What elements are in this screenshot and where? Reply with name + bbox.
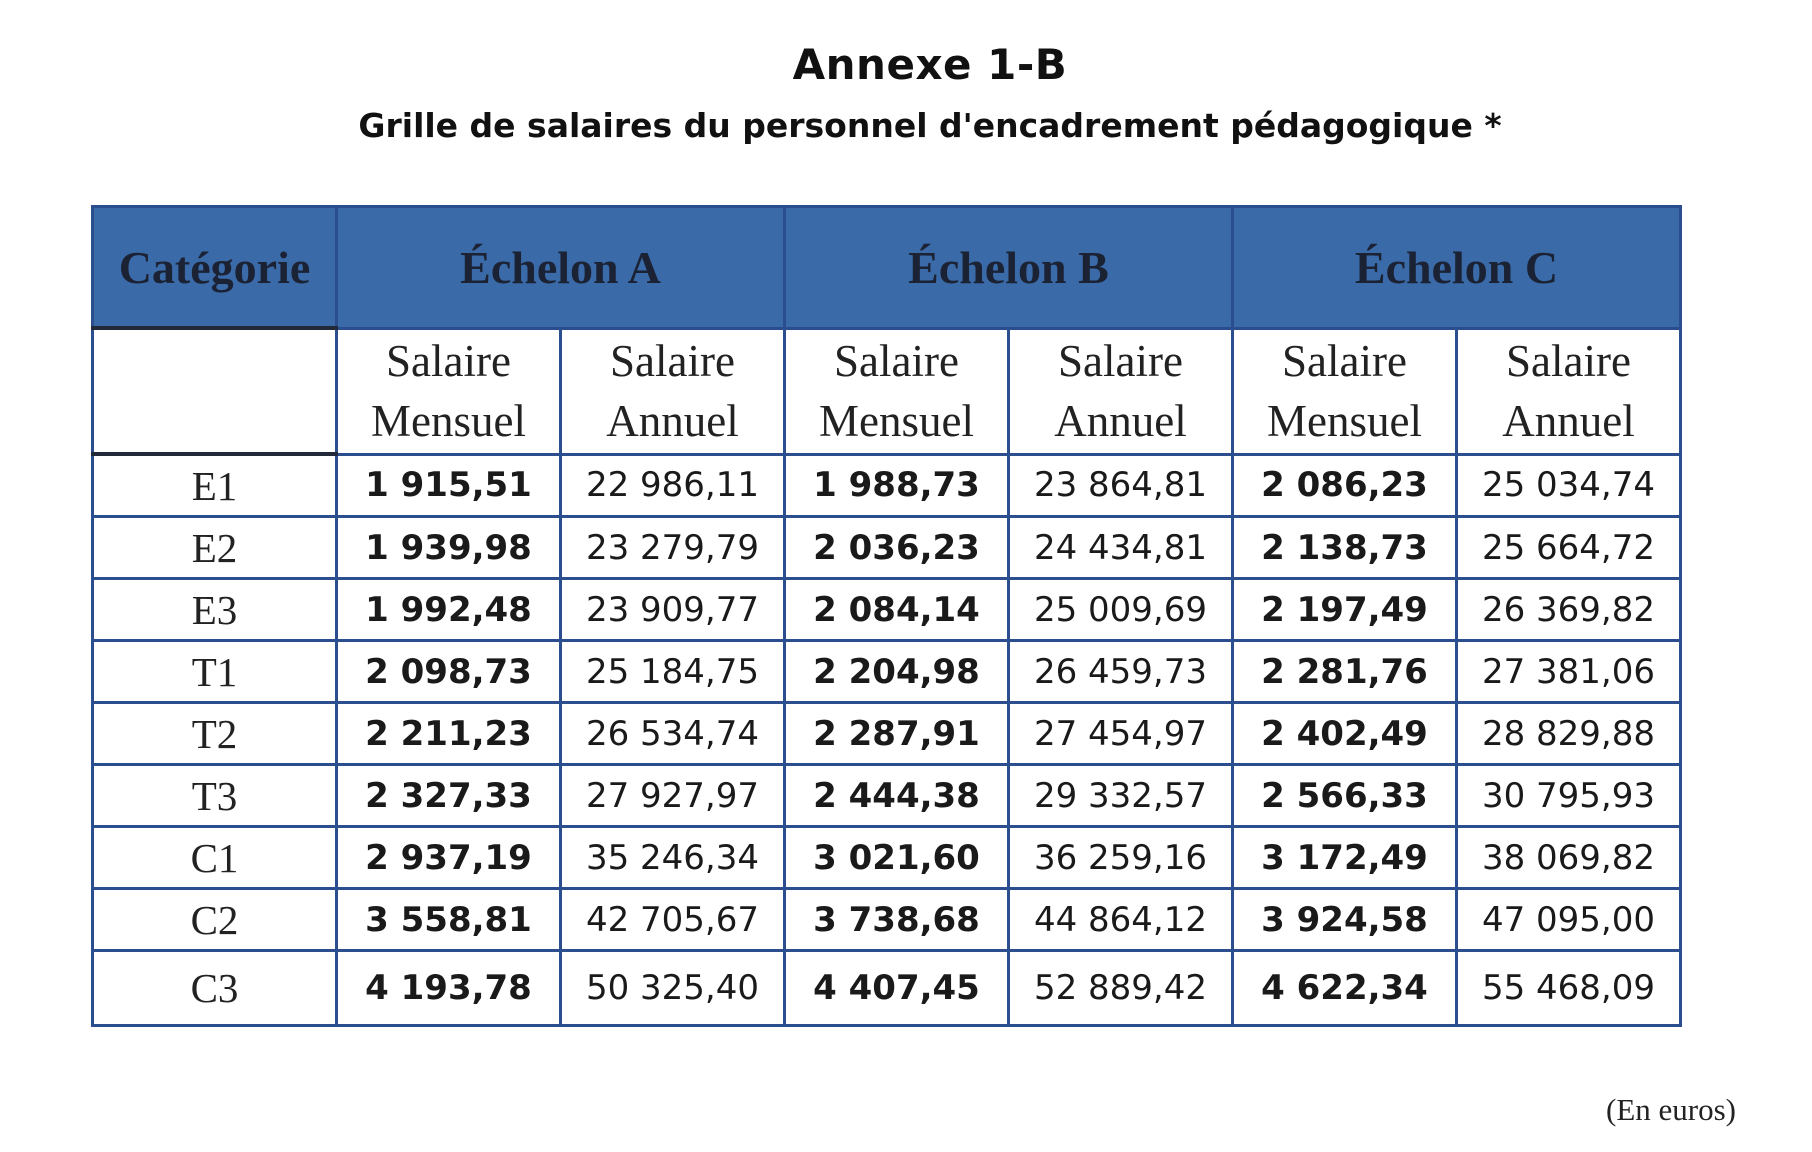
annual-salary-cell: 24 434,81 [1009, 517, 1233, 579]
table-row [93, 454, 1681, 517]
sub-header-line: Annuel [1054, 396, 1187, 446]
category-cell: C1 [93, 827, 337, 889]
sub-header-line: Salaire [834, 336, 959, 386]
table-row [93, 951, 1681, 1026]
sub-header-line: Mensuel [371, 396, 526, 446]
group-header-echelon-a: Échelon A [337, 207, 785, 329]
annual-salary-cell: 52 889,42 [1009, 951, 1233, 1026]
monthly-salary-cell: 1 992,48 [337, 579, 561, 641]
category-cell: E1 [93, 454, 337, 517]
group-header-echelon-b: Échelon B [785, 207, 1233, 329]
table-row [93, 765, 1681, 827]
monthly-salary-cell: 3 738,68 [785, 889, 1009, 951]
annual-salary-cell: 25 664,72 [1457, 517, 1681, 579]
category-cell: T1 [93, 641, 337, 703]
monthly-salary-cell: 2 327,33 [337, 765, 561, 827]
monthly-salary-cell: 2 444,38 [785, 765, 1009, 827]
sub-header-line: Salaire [610, 336, 735, 386]
monthly-salary-cell: 2 281,76 [1233, 641, 1457, 703]
annual-salary-cell: 38 069,82 [1457, 827, 1681, 889]
monthly-salary-cell: 4 407,45 [785, 951, 1009, 1026]
sub-header-line: Mensuel [819, 396, 974, 446]
annual-salary-cell: 35 246,34 [561, 827, 785, 889]
monthly-salary-cell: 2 138,73 [1233, 517, 1457, 579]
sub-header-line: Annuel [1502, 396, 1635, 446]
sub-header-line: Salaire [386, 336, 511, 386]
sub-header-line: Salaire [1058, 336, 1183, 386]
monthly-salary-cell: 3 924,58 [1233, 889, 1457, 951]
group-header-echelon-c: Échelon C [1233, 207, 1681, 329]
table-row [93, 641, 1681, 703]
table-row [93, 703, 1681, 765]
monthly-salary-cell: 2 204,98 [785, 641, 1009, 703]
monthly-salary-cell: 3 021,60 [785, 827, 1009, 889]
annual-salary-cell: 44 864,12 [1009, 889, 1233, 951]
sub-header-line: Salaire [1282, 336, 1407, 386]
monthly-salary-cell: 2 402,49 [1233, 703, 1457, 765]
sub-header-annual-b [1009, 328, 1233, 454]
annual-salary-cell: 26 459,73 [1009, 641, 1233, 703]
annual-salary-cell: 29 332,57 [1009, 765, 1233, 827]
salary-grid-table [91, 205, 1682, 1027]
document-title: Annexe 1-B [792, 40, 1068, 89]
table-row [93, 579, 1681, 641]
annual-salary-cell: 25 184,75 [561, 641, 785, 703]
table-row [93, 517, 1681, 579]
annual-salary-cell: 23 864,81 [1009, 454, 1233, 517]
sub-header-line: Salaire [1506, 336, 1631, 386]
monthly-salary-cell: 2 197,49 [1233, 579, 1457, 641]
monthly-salary-cell: 2 211,23 [337, 703, 561, 765]
monthly-salary-cell: 1 939,98 [337, 517, 561, 579]
annual-salary-cell: 22 986,11 [561, 454, 785, 517]
annual-salary-cell: 28 829,88 [1457, 703, 1681, 765]
annual-salary-cell: 55 468,09 [1457, 951, 1681, 1026]
annual-salary-cell: 23 909,77 [561, 579, 785, 641]
monthly-salary-cell: 2 287,91 [785, 703, 1009, 765]
monthly-salary-cell: 2 084,14 [785, 579, 1009, 641]
annual-salary-cell: 25 034,74 [1457, 454, 1681, 517]
sub-header-monthly-c [1233, 328, 1457, 454]
annual-salary-cell: 23 279,79 [561, 517, 785, 579]
table-sub-header-row [93, 328, 1681, 454]
monthly-salary-cell: 3 172,49 [1233, 827, 1457, 889]
annual-salary-cell: 50 325,40 [561, 951, 785, 1026]
sub-header-line: Mensuel [1267, 396, 1422, 446]
monthly-salary-cell: 3 558,81 [337, 889, 561, 951]
table-row [93, 827, 1681, 889]
annual-salary-cell: 26 369,82 [1457, 579, 1681, 641]
currency-unit-note: (En euros) [1606, 1092, 1736, 1127]
table-row [93, 889, 1681, 951]
sub-header-annual-c [1457, 328, 1681, 454]
monthly-salary-cell: 1 988,73 [785, 454, 1009, 517]
sub-header-line: Annuel [606, 396, 739, 446]
annual-salary-cell: 27 381,06 [1457, 641, 1681, 703]
category-cell: T3 [93, 765, 337, 827]
annual-salary-cell: 30 795,93 [1457, 765, 1681, 827]
category-cell: T2 [93, 703, 337, 765]
monthly-salary-cell: 2 086,23 [1233, 454, 1457, 517]
annual-salary-cell: 47 095,00 [1457, 889, 1681, 951]
annual-salary-cell: 27 454,97 [1009, 703, 1233, 765]
annual-salary-cell: 42 705,67 [561, 889, 785, 951]
document-subtitle: Grille de salaires du personnel d'encadrement pédagogique * [358, 106, 1502, 145]
category-cell: E3 [93, 579, 337, 641]
table-group-header-row [93, 207, 1681, 329]
monthly-salary-cell: 1 915,51 [337, 454, 561, 517]
annual-salary-cell: 27 927,97 [561, 765, 785, 827]
monthly-salary-cell: 2 098,73 [337, 641, 561, 703]
annual-salary-cell: 26 534,74 [561, 703, 785, 765]
category-cell: C2 [93, 889, 337, 951]
annual-salary-cell: 36 259,16 [1009, 827, 1233, 889]
sub-header-annual-a [561, 328, 785, 454]
monthly-salary-cell: 2 566,33 [1233, 765, 1457, 827]
category-cell: E2 [93, 517, 337, 579]
monthly-salary-cell: 2 036,23 [785, 517, 1009, 579]
monthly-salary-cell: 4 622,34 [1233, 951, 1457, 1026]
category-header: Catégorie [93, 207, 337, 329]
monthly-salary-cell: 2 937,19 [337, 827, 561, 889]
monthly-salary-cell: 4 193,78 [337, 951, 561, 1026]
category-cell: C3 [93, 951, 337, 1026]
annual-salary-cell: 25 009,69 [1009, 579, 1233, 641]
blank-header-cell [93, 328, 337, 454]
sub-header-monthly-b [785, 328, 1009, 454]
sub-header-monthly-a [337, 328, 561, 454]
